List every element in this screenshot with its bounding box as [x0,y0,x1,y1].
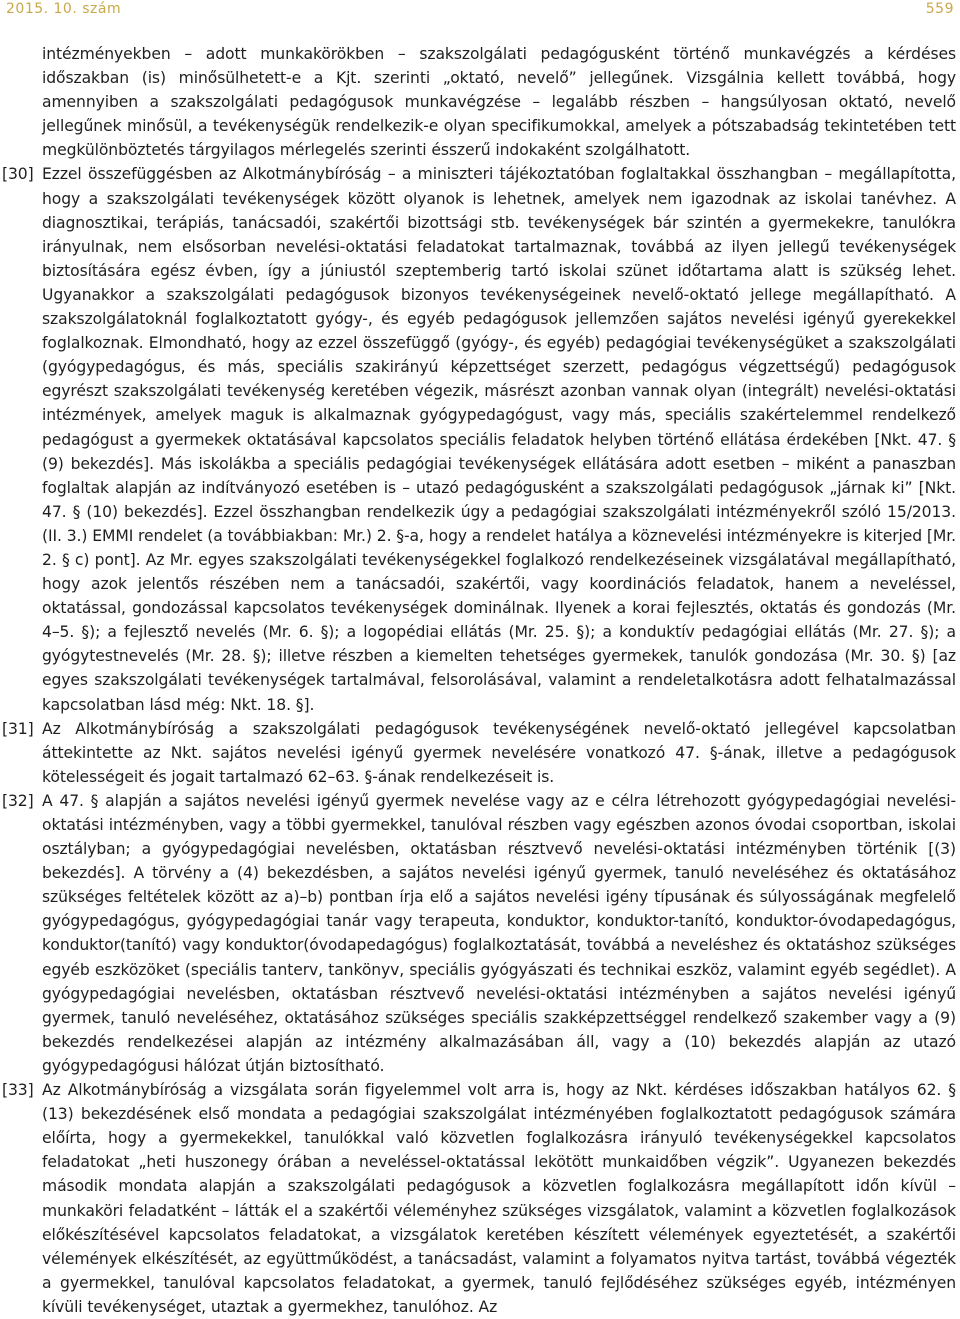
paragraph-number: [30] [2,165,34,184]
paragraph-text: Az Alkotmánybíróság a vizsgálata során figyelemmel volt arra is, hogy az Nkt. kérdéses időszakban hatályos 62. § (13) bekezdésének első mondata a pedagógiai szakszolgálat intézményében foglalkoztatott pedagógusok számára előírta, hogy a gyermekekkel, tanulókkal való közvetlen foglalkozásra irányuló tevékenységekkel kapcsolatos feladatokat „heti huszonegy órában a neveléssel-oktatással lekötött munkaidőben végzik”. Ugyanezen bekezdés második mondata alapján a szakszolgálati pedagógusok a közvetlen foglalkozásra megállapított időn kívül – munkaköri feladatként – látták el a szakértői véleményhez szükséges vizsgálatok, valamint a közvetlen foglalkozások előkészítésével kapcsolatos feladatokat, a vizsgálatok keretében készített vélemények egyeztetését, a szakértői vélemények elkészítését, az együttműködést, a tanácsadást, valamint a folyamatos nyitva tartást, továbbá végezték a gyermekkel, tanulóval kapcsolatos feladatokat, a gyermek, tanuló fejlődéséhez szükséges egyéb, intézményen kívüli tevékenységet, utaztak a gyermekhez, tanulóhoz. Az [42,1081,956,1316]
paragraph-text: intézményekben – adott munkakörökben – szakszolgálati pedagógusként történő munkavégzés a kérdéses időszakban (is) minősülhetett-e a Kjt. szerinti „oktató, nevelő” jellegűnek. Vizsgálnia kellett továbbá, hogy amennyiben a szakszolgálati pedagógusok munkavégzése – legalább részben – hangsúlyosan oktató, nevelő jellegűnek minősül, a tevékenységük rendelkezik-e olyan specifikumokkal, amelyek a pótszabadság tekintetében tett megkülönböztetés tárgyilagos mérlegelés szerinti ésszerű indokaként szolgálhatott. [42,45,956,160]
paragraph-33 [0,1078,960,1319]
paragraph-continuation [0,42,960,162]
paragraph-text: Ezzel összefüggésben az Alkotmánybíróság – a miniszteri tájékoztatóban foglaltakkal összhangban – megállapította, hogy a szakszolgálati tevékenységek között olyanok is lehetnek, amelyek nem igazodnak az iskolai tanévhez. A diagnosztikai, terápiás, tanácsadói, szakértői bizottsági stb. tevékenységek bár szintén a gyermekekre, tanulókra irányulnak, nem elsősorban nevelési-oktatási feladatokat tartalmaznak, továbbá az ilyen jellegű tevékenységek biztosítására egész évben, így a júniustól szeptemberig tartó iskolai szünet időtartama alatt is szükség lehet. Ugyanakkor a szakszolgálati pedagógusok bizonyos tevékenységeinek nevelő-oktató jellege megállapítható. A szakszolgálatoknál foglalkoztatott gyógy-, és egyéb pedagógusok jellemzően sajátos nevelési igényű gyerekekkel foglalkoznak. Elmondható, hogy az ezzel összefüggő (gyógy-, és egyéb) pedagógiai tevékenységüket a szakszolgálati (gyógypedagógus, és más, speciális szakirányú képzettséget szerzett, pedagógus végzettségű) pedagógusok egyrészt szakszolgálati tevékenység keretében végezik, másrészt azonban vannak olyan (integrált) nevelési-oktatási intézmények, amelyek maguk is alkalmaznak gyógypedagógust, vagy más, speciális szakértelemmel rendelkező pedagógust a gyermekek oktatásával kapcsolatos speciális feladatok helyben történő ellátása érdekében [Nkt. 47. § (9) bekezdés]. Más iskolákba a speciális pedagógiai tevékenységek ellátására adott esetben – miként a panaszban foglaltak alapján az indítványozó esetében is – utazó pedagógusként a szakszolgálati pedagógusok „járnak ki” [Nkt. 47. § (10) bekezdés]. Ezzel összhangban rendelkezik úgy a pedagógiai szakszolgálati intézményekről szóló 15/2013. (II. 3.) EMMI rendelet (a továbbiakban: Mr.) 2. §-a, hogy a rendelet hatálya a köznevelési intézményekre is kiterjed [Mr. 2. § c) pont]. Az Mr. egyes szakszolgálati tevékenységekkel foglalkozó rendelkezéseinek vizsgálatával megállapítható, hogy azok jelentős részében nem a tanácsadói, szakértői, vagy koordinációs feladatok, hanem a neveléssel, oktatással, gondozással kapcsolatos tevékenységek dominálnak. Ilyenek a korai fejlesztés, oktatás és gondozás (Mr. 4–5. §); a fejlesztő nevelés (Mr. 6. §); a logopédiai ellátás (Mr. 25. §); a konduktív pedagógiai ellátás (Mr. 27. §); a gyógytestnevelés (Mr. 28. §); illetve részben a kiemelten tehetséges gyermekek, tanulók gondozása (Mr. 30. §) [az egyes szakszolgálati tevékenységek tartalmával, felsorolásával, valamint a rendeletalkotásra adott felhatalmazással kapcsolatban lásd még: Nkt. 18. §]. [42,165,956,714]
page-header [0,0,960,24]
paragraph-text: Az Alkotmánybíróság a szakszolgálati pedagógusok tevékenységének nevelő-oktató jellegével kapcsolatban áttekintette az Nkt. sajátos nevelési igényű gyermek nevelésére vonatkozó 47. §-ának, illetve a pedagógusok kötelességeit és jogait tartalmazó 62–63. §-ának rendelkezéseit is. [42,719,956,786]
document-body [0,42,960,1319]
paragraph-number: [33] [2,1081,34,1100]
paragraph-text: A 47. § alapján a sajátos nevelési igényű gyermek nevelése vagy az e célra létrehozott gyógypedagógiai nevelési-oktatási intézményben, vagy a többi gyermekkel, tanulóval részben vagy egészben azonos óvodai csoportban, iskolai osztályban; a gyógypedagógiai nevelésben, oktatásban résztvevő nevelési-oktatási intézményben történik [(3) bekezdés]. A törvény a (4) bekezdésben, a sajátos nevelési igényű gyermek, tanuló neveléséhez és oktatásához szükséges feltételek között az a)–b) pontban írja elő a sajátos nevelési igény típusának és súlyosságának megfelelő gyógypedagógus, gyógypedagógiai tanár vagy terapeuta, konduktor, konduktor-tanító, konduktor-óvodapedagógus, konduktor(tanító) vagy konduktor(óvodapedagógus) foglalkoztatását, továbbá a neveléshez és oktatáshoz szükséges egyéb eszközöket (speciális tanterv, tankönyv, speciális gyógyászati és technikai eszköz, valamint egyéb segédlet). A gyógypedagógiai nevelésben, oktatásban résztvevő nevelési-oktatási intézményben a sajátos nevelési igényű gyermek, tanuló neveléséhez, oktatásához szükséges speciális szakképzettséggel rendelkező szakember vagy a (9) bekezdés rendelkezései alapján az intézmény alkalmazásában áll, vagy a (10) bekezdés alapján az utazó gyógypedagógusi hálózat útján biztosítható. [42,791,956,1075]
paragraph-number: [31] [2,719,34,738]
paragraph-number: [32] [2,791,34,810]
paragraph-30 [0,162,960,716]
issue-label: 2015. 10. szám [6,1,122,17]
paragraph-31 [0,717,960,789]
paragraph-32 [0,789,960,1078]
page-number: 559 [925,1,954,17]
